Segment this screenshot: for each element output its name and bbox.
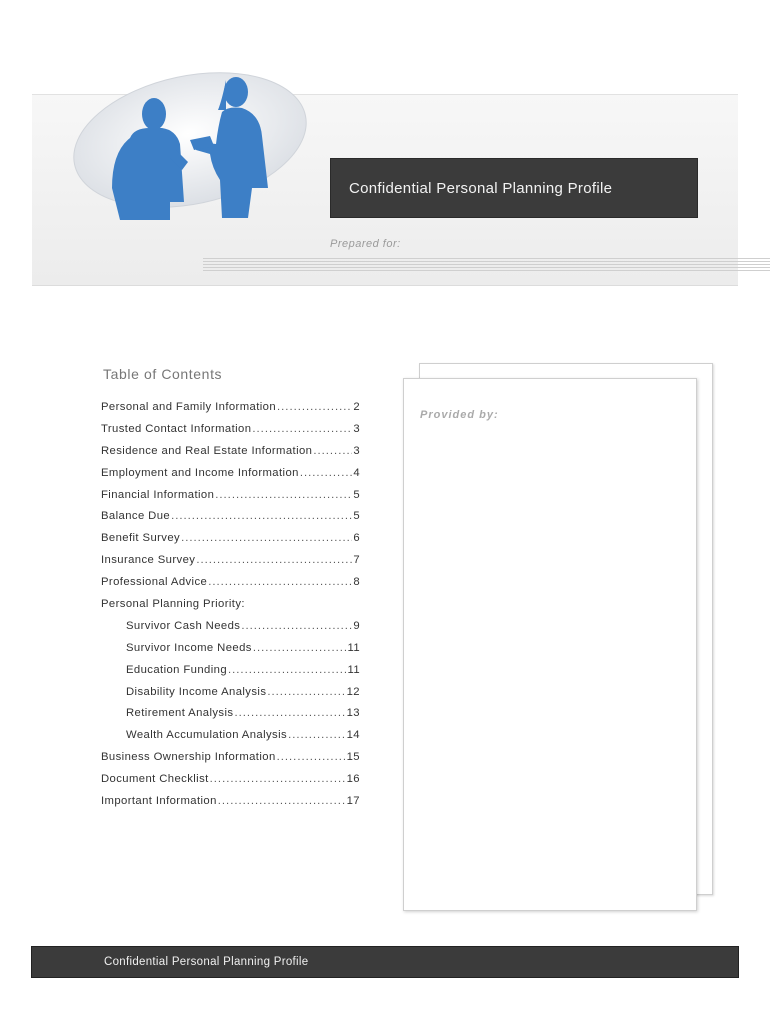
toc-item-label: Professional Advice [101, 576, 208, 589]
toc-item-label: Disability Income Analysis [126, 685, 267, 698]
toc-item-label: Personal and Family Information [101, 401, 277, 413]
toc-item[interactable] [101, 686, 360, 708]
toc-leader-dots [313, 445, 352, 457]
toc-item-label: Document Checklist [101, 773, 209, 786]
toc-item-label: Retirement Analysis [126, 707, 234, 720]
footer-title: Confidential Personal Planning Profile [104, 956, 309, 968]
toc-item-page: 8 [353, 576, 360, 589]
toc-item-page: 15 [346, 751, 360, 764]
toc-leader-dots [210, 773, 346, 785]
toc-leader-dots [196, 554, 352, 566]
toc-item[interactable] [101, 664, 360, 686]
toc-leader-dots [300, 467, 353, 479]
provided-by-label: Provided by: [420, 409, 499, 421]
toc-item-page: 11 [347, 641, 360, 654]
toc-item-page: 5 [353, 488, 360, 501]
prepared-for-label: Prepared for: [330, 238, 401, 250]
toc-item[interactable] [101, 401, 360, 423]
toc-item-page: 6 [353, 532, 360, 545]
toc-item-page: 17 [346, 795, 360, 808]
toc-item[interactable] [101, 795, 360, 817]
provided-by-card [403, 378, 697, 911]
toc-item-label: Important Information [101, 795, 217, 808]
toc-item-page: 11 [347, 663, 360, 676]
toc-item-label: Benefit Survey [101, 532, 181, 545]
toc-item[interactable] [101, 489, 360, 511]
toc-item-page: 14 [346, 729, 360, 742]
toc-item-label: Wealth Accumulation Analysis [126, 729, 288, 742]
toc-leader-dots [288, 729, 346, 741]
two-people-talking-illustration [72, 70, 312, 230]
toc-item-label: Survivor Income Needs [126, 641, 252, 654]
toc-item[interactable] [101, 620, 360, 642]
toc-leader-dots [277, 401, 352, 413]
toc-item[interactable] [101, 773, 360, 795]
toc-leader-dots [171, 510, 352, 522]
toc-item-page: 5 [353, 510, 360, 523]
toc-item[interactable] [101, 642, 360, 664]
toc-item[interactable] [101, 554, 360, 576]
toc-item-page: 3 [353, 422, 360, 435]
toc-item-label: Insurance Survey [101, 554, 196, 567]
toc-leader-dots [228, 664, 346, 676]
toc-item-label: Personal Planning Priority: [101, 598, 245, 611]
toc-item-page: 4 [353, 466, 360, 479]
toc-item-label: Business Ownership Information [101, 751, 276, 764]
toc-item[interactable] [101, 576, 360, 598]
toc-item-label: Trusted Contact Information [101, 422, 252, 435]
prepared-for-lines [203, 258, 770, 272]
title-box [330, 158, 698, 218]
footer-bar [31, 946, 739, 978]
toc-item[interactable] [101, 467, 360, 489]
toc-leader-dots [253, 642, 347, 654]
toc-item-label: Employment and Income Information [101, 466, 299, 479]
toc-item[interactable] [101, 729, 360, 751]
toc-section-heading [101, 598, 360, 620]
toc-leader-dots [252, 423, 352, 435]
toc-item-label: Financial Information [101, 488, 215, 501]
toc-leader-dots [241, 620, 352, 632]
toc-leader-dots [277, 751, 346, 763]
toc-item[interactable] [101, 751, 360, 773]
toc-leader-dots [267, 686, 345, 698]
toc-item-page: 13 [346, 707, 360, 720]
toc-item-page: 16 [346, 773, 360, 786]
page-title: Confidential Personal Planning Profile [349, 179, 613, 197]
toc-leader-dots [208, 576, 352, 588]
toc-item-page: 9 [353, 619, 360, 632]
toc-leader-dots [218, 795, 346, 807]
toc-item-label: Residence and Real Estate Information [101, 444, 313, 457]
toc-item[interactable] [101, 532, 360, 554]
toc-leader-dots [234, 707, 345, 719]
table-of-contents [101, 401, 360, 817]
toc-item-page: 3 [353, 444, 360, 457]
toc-leader-dots [215, 489, 352, 501]
toc-item-label: Balance Due [101, 510, 171, 523]
toc-item[interactable] [101, 445, 360, 467]
toc-item-page: 12 [346, 685, 360, 698]
toc-item[interactable] [101, 423, 360, 445]
toc-item[interactable] [101, 510, 360, 532]
toc-heading: Table of Contents [103, 366, 223, 382]
toc-leader-dots [181, 532, 352, 544]
toc-item-page: 2 [353, 401, 360, 413]
toc-item[interactable] [101, 707, 360, 729]
toc-item-label: Survivor Cash Needs [126, 619, 241, 632]
toc-item-label: Education Funding [126, 663, 228, 676]
toc-item-page: 7 [353, 554, 360, 567]
